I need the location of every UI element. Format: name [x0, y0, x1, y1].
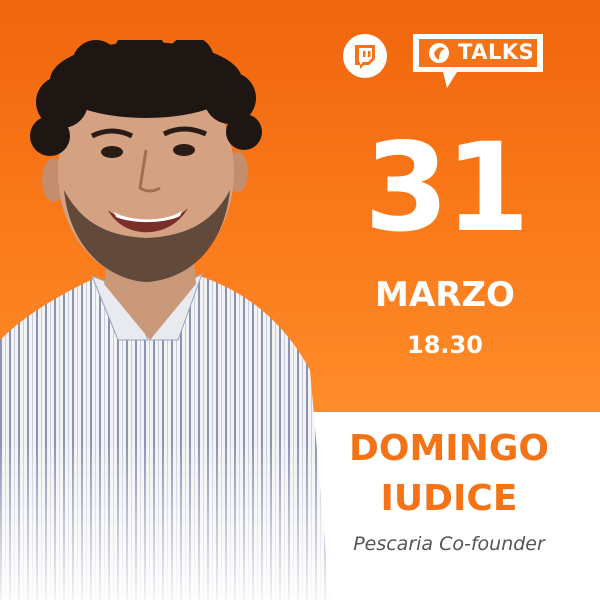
speaker-last-name: IUDICE: [380, 478, 518, 519]
talks-label: TALKS: [458, 40, 535, 64]
speaker-first-name: DOMINGO: [349, 428, 549, 469]
event-day: 31: [364, 117, 526, 259]
speaker-photo: [0, 40, 330, 600]
event-month: MARZO: [375, 275, 515, 315]
twitch-logo-icon: [343, 34, 387, 78]
event-time: 18.30: [407, 331, 483, 359]
speaker-role: Pescaria Co-founder: [353, 533, 545, 555]
